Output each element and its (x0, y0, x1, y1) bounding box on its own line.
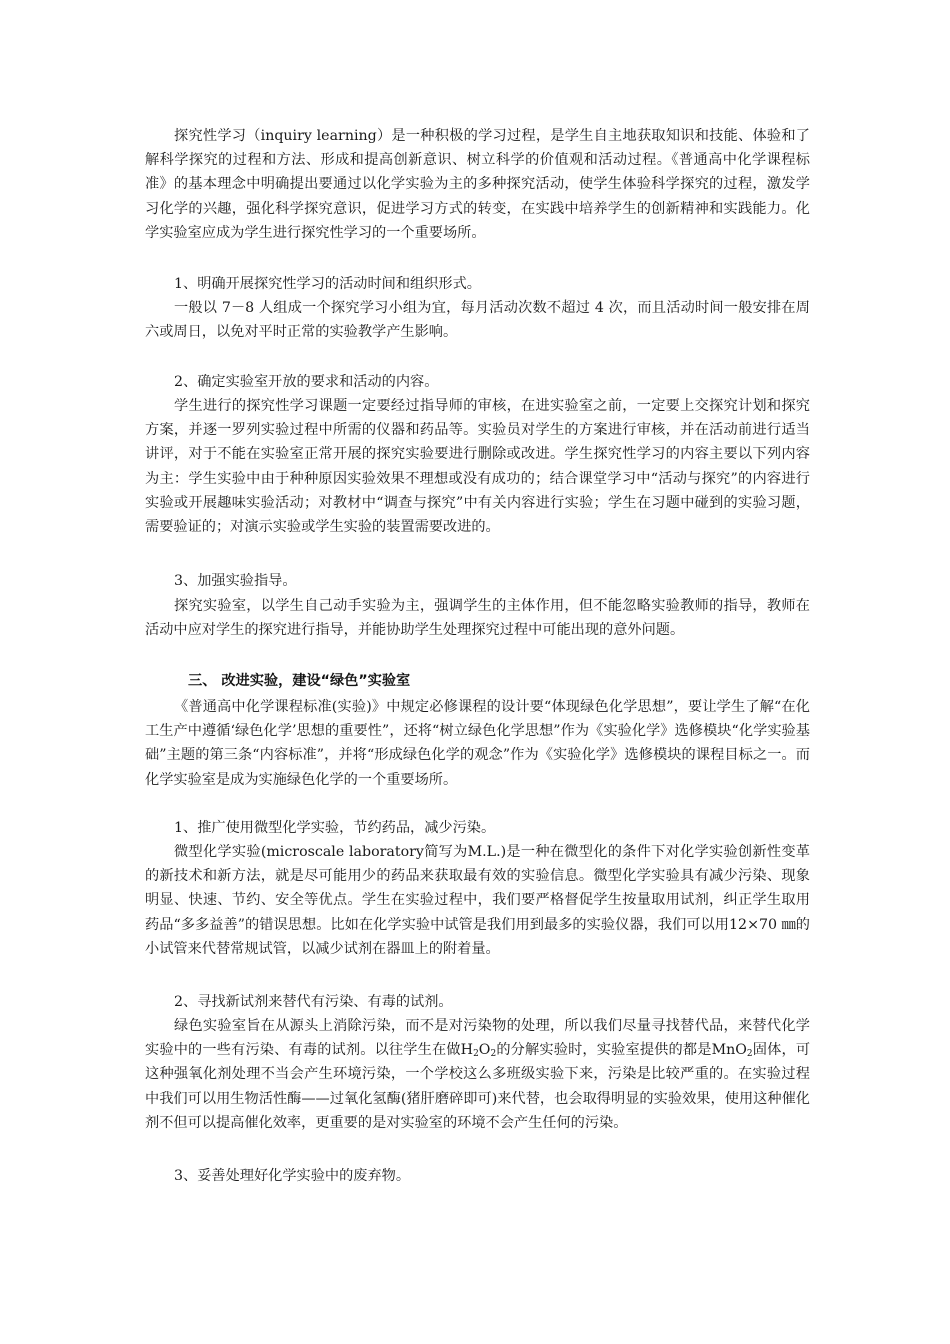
s3-item2-text-d: 固体，可这种强氧化剂处理不当会产生环境污染，一个学校这么多班级实验下来，污染是比较严重的。在实验过程中我们可以用生物活性酶——过氧化氢酶(猪肝磨碎即可)来代替，也会取得明显的实验效果，使用这种催化剂不但可以提高催化效率，更重要的是对实验室的环境不会产生任何的污染。 (145, 1042, 811, 1131)
s3-item2-text-a: 绿色实验室旨在从源头上消除污染，而不是对污染物的处理，所以我们尽量寻找替代品，来替代化学实验中的一些有污染、有毒的试剂。以往学生在做H (145, 1018, 810, 1059)
section3-body: 《普通高中化学课程标准(实验)》中规定必修课程的设计要“体现绿色化学思想”，要让学生了解“在化工生产中遵循‘绿色化学’思想的重要性”，还将“树立绿色化学思想”作为《实验化学》选修模块“化学实验基础”主题的第三条“内容标准”，并将“形成绿色化学的观念”作为《实验化学》选修模块的课程目标之一。而化学实验室是成为实施绿色化学的一个重要场所。 (145, 699, 810, 788)
s3-item2-body (145, 1014, 810, 1135)
h2o2-subscript-2: 2 (490, 1049, 497, 1060)
item1-title: 1、明确开展探究性学习的活动时间和组织形式。 (174, 276, 481, 292)
mno2-subscript: 2 (746, 1049, 753, 1060)
s3-item1-title: 1、推广使用微型化学实验，节约药品，减少污染。 (174, 820, 496, 836)
h2o2-subscript-1: 2 (473, 1049, 479, 1060)
item1-body: 一般以 7－8 人组成一个探究学习小组为宜，每月活动次数不超过 4 次，而且活动时间一般安排在周六或周日，以免对平时正常的实验教学产生影响。 (145, 300, 810, 341)
section-heading: 三、 改进实验，建设“绿色”实验室 (188, 673, 411, 689)
item3-title: 3、加强实验指导。 (174, 573, 297, 589)
item2-title: 2、确定实验室开放的要求和活动的内容。 (174, 374, 439, 390)
item2-body: 学生进行的探究性学习课题一定要经过指导师的审核，在进实验室之前，一定要上交探究计划和探究方案，并逐一罗列实验过程中所需的仪器和药品等。实验员对学生的方案进行审核，并在活动前进行适当讲评，对于不能在实验室正常开展的探究实验要进行删除或改进。学生探究性学习的内容主要以下列内容为主：学生实验中由于种种原因实验效果不理想或没有成功的；结合课堂学习中“活动与探究”的内容进行实验或开展趣味实验活动；对教材中“调查与探究”中有关内容进行实验；学生在习题中碰到的实验习题，需要验证的；对演示实验或学生实验的装置需要改进的。 (145, 398, 810, 536)
item3-body: 探究实验室，以学生自己动手实验为主，强调学生的主体作用，但不能忽略实验教师的指导，教师在活动中应对学生的探究进行指导，并能协助学生处理探究过程中可能出现的意外问题。 (145, 598, 810, 639)
intro-paragraph: 探究性学习（inquiry learning）是一种积极的学习过程，是学生自主地获取知识和技能、体验和了解科学探究的过程和方法、形成和提高创新意识、树立科学的价值观和活动过程。《普通高中化学课程标准》的基本理念中明确提出要通过以化学实验为主的多种探究活动，使学生体验科学探究的过程，激发学习化学的兴趣，强化科学探究意识，促进学习方式的转变，在实践中培养学生的创新精神和实践能力。化学实验室应成为学生进行探究性学习的一个重要场所。 (145, 128, 810, 241)
s3-item2-text-c: 的分解实验时，实验室提供的都是MnO (496, 1042, 747, 1059)
s3-item2-text-b: O (478, 1042, 491, 1059)
s3-item3-title: 3、妥善处理好化学实验中的废弃物。 (174, 1168, 411, 1184)
s3-item1-body: 微型化学实验(microscale laboratory简写为M.L.)是一种在微型化的条件下对化学实验创新性变革的新技术和新方法，就是尽可能用少的药品来获取最有效的实验信息。微型化学实验具有减少污染、现象明显、快速、节约、安全等优点。学生在实验过程中，我们要严格督促学生按量取用试剂，纠正学生取用药品“多多益善”的错误思想。比如在化学实验中试管是我们用到最多的实验仪器，我们可以用12×70 ㎜的小试管来代替常规试管，以减少试剂在器皿上的附着量。 (145, 844, 810, 957)
s3-item2-title: 2、寻找新试剂来替代有污染、有毒的试剂。 (174, 994, 453, 1010)
